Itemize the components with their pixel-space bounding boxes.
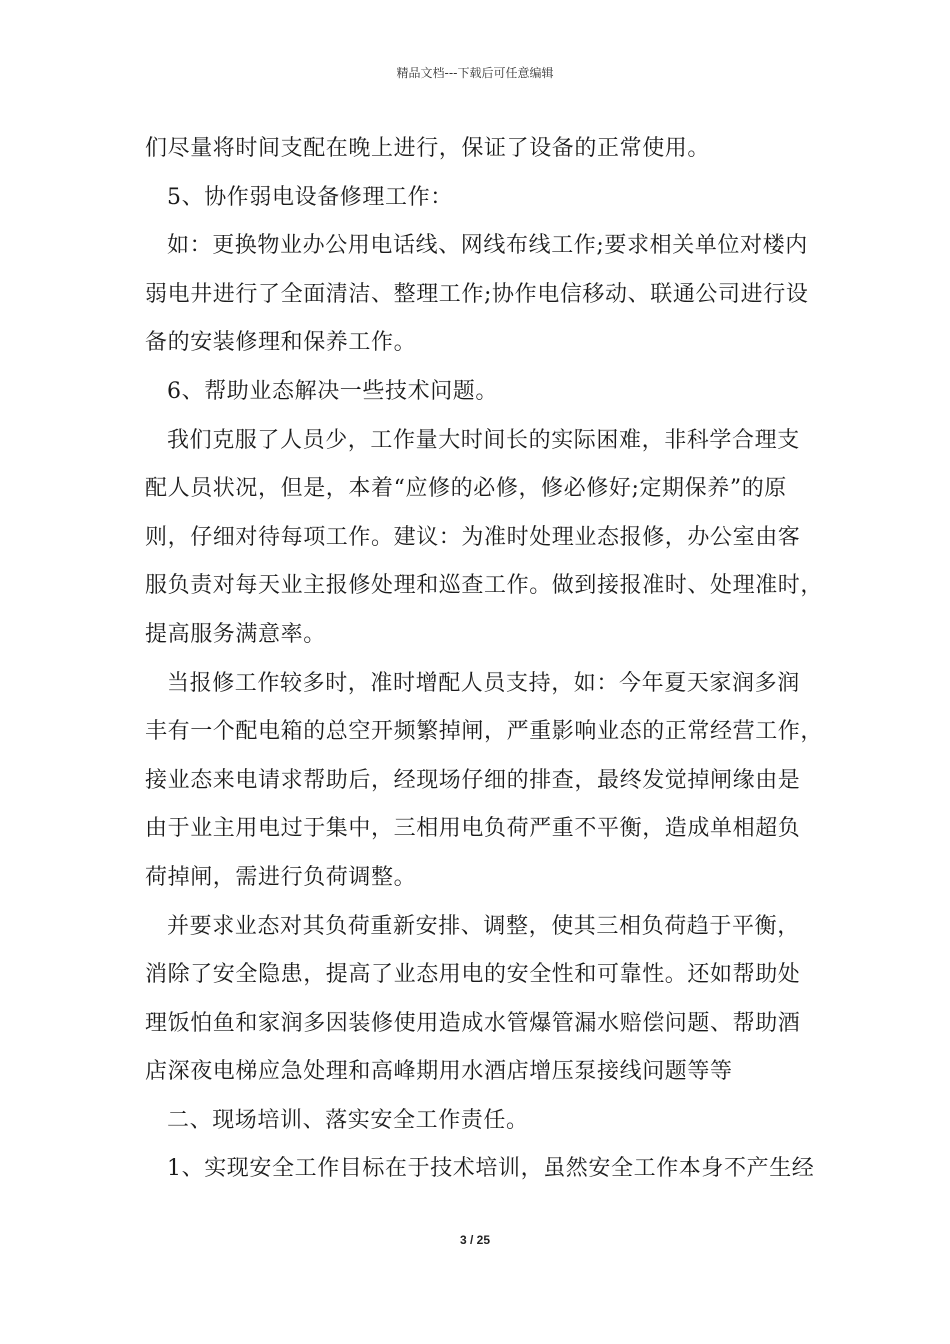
paragraph-line: 配人员状况，但是，本着“应修的必修，修必修好;定期保养”的原 [145,476,787,502]
paragraph-line: 6、帮助业态解决一些技术问题。 [167,378,498,404]
paragraph-line: 则，仔细对待每项工作。建议：为准时处理业态报修，办公室由客 [145,524,801,550]
paragraph-line: 接业态来电请求帮助后，经现场仔细的排查，最终发觉掉闸缘由是 [145,767,801,793]
paragraph-line: 们尽量将时间支配在晚上进行，保证了设备的正常使用。 [145,136,711,161]
paragraph-line: 当报修工作较多时，准时增配人员支持，如：今年夏天家润多润 [167,670,800,696]
paragraph-line: 5、协作弱电设备修理工作： [167,184,453,210]
paragraph-line: 1、实现安全工作目标在于技术培训，虽然安全工作本身不产生经 [167,1156,815,1182]
paragraph-line: 消除了安全隐患，提高了业态用电的安全性和可靠性。还如帮助处 [145,962,801,988]
paragraph-line: 弱电井进行了全面清洁、整理工作;协作电信移动、联通公司进行设 [145,281,809,307]
paragraph-line: 理饭怕鱼和家润多因装修使用造成水管爆管漏水赔偿问题、帮助酒 [145,1010,801,1036]
paragraph-line: 由于业主用电过于集中，三相用电负荷严重不平衡，造成单相超负 [145,816,801,842]
paragraph-line: 备的安装修理和保养工作。 [145,330,417,356]
paragraph-line: 丰有一个配电箱的总空开频繁掉闸，严重影响业态的正常经营工作， [145,719,824,745]
paragraph-line: 如：更换物业办公用电话线、网线布线工作;要求相关单位对楼内 [167,233,808,259]
paragraph-line: 荷掉闸，需进行负荷调整。 [145,864,417,890]
paragraph-line: 服负责对每天业主报修处理和巡查工作。做到接报准时、处理准时， [145,573,824,599]
paragraph-line: 并要求业态对其负荷重新安排、调整，使其三相负荷趋于平衡， [167,913,800,939]
document-body [145,125,824,1194]
page-number: 3 / 25 [459,1233,491,1247]
page-header: 精品文档---下载后可任意编辑 [396,66,554,80]
section-heading: 二、现场培训、落实安全工作责任。 [167,1107,529,1133]
paragraph-line: 店深夜电梯应急处理和高峰期用水酒店增压泵接线问题等等 [145,1059,733,1085]
paragraph-line: 提高服务满意率。 [145,621,326,647]
paragraph-line: 我们克服了人员少，工作量大时间长的实际困难，非科学合理支 [167,427,800,453]
